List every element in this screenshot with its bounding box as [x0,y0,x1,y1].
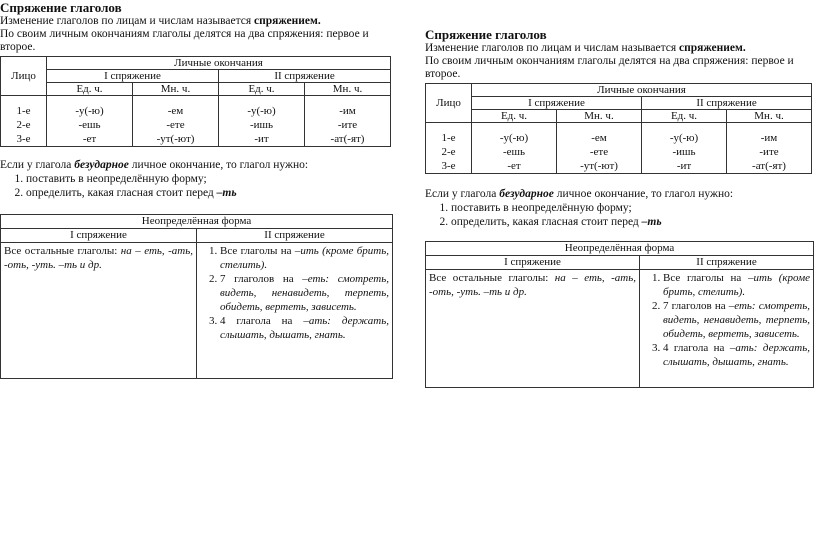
plur-header: Мн. ч. [305,83,391,96]
table-row [426,145,812,159]
list-item [663,299,810,341]
condition-prefix: Если у глагола [0,159,75,171]
conj1-header: I спряжение [47,70,219,83]
infinitive-table [425,241,814,388]
condition-prefix: Если у глагола [425,188,500,200]
ending-cell: -ет [472,159,557,174]
item-examples: –ить (кроме брить, стелить). [220,245,389,271]
person-cell: 3-е [426,159,472,174]
condition-text [0,159,394,172]
item-text: 7 глаголов на [663,300,729,312]
table-row [1,132,391,147]
intro-line-2: По своим личным окончаниям глаголы делятся на два спряжения: первое и второе. [425,55,794,80]
list-item [663,271,810,299]
page-title: Спряжение глаголов [425,27,547,42]
step-text: поставить в неопределённую форму; [26,173,207,185]
ending-cell: -ешь [472,145,557,159]
condition-steps [425,201,813,229]
intro-line-2: По своим личным окончаниям глаголы делятся на два спряжения: первое и второе. [0,28,369,53]
ending-cell: -у(-ю) [642,131,727,145]
ending-cell: -ет [47,132,133,147]
condition-text [425,188,813,201]
left-document [0,0,394,379]
ending-cell: -ешь [47,118,133,132]
plur-header: Мн. ч. [557,110,642,123]
conj2-header: II спряжение [642,97,812,110]
intro-text: Изменение глаголов по лицам и числам называется [425,42,680,54]
conj1-cell [1,243,197,379]
step-ending: –ть [216,187,237,199]
conj2-cell [640,270,814,388]
item-examples: –еть: смотреть, видеть, ненавидеть, терпеть, обидеть, вертеть, зависеть. [663,300,810,340]
condition-suffix: личное окончание, то глагол нужно: [128,159,309,171]
ending-cell: -ит [642,159,727,174]
conj1-header: I спряжение [426,256,640,270]
sing-header: Ед. ч. [642,110,727,123]
conj1-endings: на – еть, -ать, -оть, -уть. –ть и др. [429,272,636,298]
ending-cell: -у(-ю) [472,131,557,145]
list-item [26,172,394,186]
infinitive-caption: Неопределённая форма [1,215,393,229]
item-text: 4 глагола на [663,342,730,354]
list-item [220,314,389,342]
ending-cell: -ишь [642,145,727,159]
ending-cell: -ем [557,131,642,145]
ending-cell: -у(-ю) [47,104,133,118]
intro-line-1 [0,15,394,28]
condition-suffix: личное окончание, то глагол нужно: [553,188,734,200]
item-examples: –ать: держать, слышать, дышать, гнать. [220,315,389,341]
item-text: 7 глаголов на [220,273,303,285]
ending-cell: -им [305,104,391,118]
plur-header: Мн. ч. [133,83,219,96]
item-text: 4 глагола на [220,315,304,327]
condition-block [425,188,813,229]
conj2-header: II спряжение [640,256,814,270]
plur-header: Мн. ч. [727,110,812,123]
conj2-header: II спряжение [219,70,391,83]
person-header: Лицо [1,57,47,96]
conj1-text: Все остальные глаголы: [429,272,555,284]
conj1-endings: на – еть, -ать, -оть, -уть. –ть и др. [4,245,193,271]
table-row [426,131,812,145]
endings-table [425,83,812,174]
list-item [220,272,389,314]
ending-cell: -ит [219,132,305,147]
ending-cell: -ут(-ют) [557,159,642,174]
conj1-cell [426,270,640,388]
intro-term: спряжением. [254,15,321,27]
infinitive-caption: Неопределённая форма [426,242,814,256]
table-row [426,159,812,174]
intro [425,42,813,81]
condition-term: безударное [74,159,129,171]
ending-cell: -ат(-ят) [305,132,391,147]
person-cell: 1-е [426,131,472,145]
intro-line-1 [425,42,813,55]
conj2-list [643,271,810,369]
condition-block [0,159,394,200]
item-text: Все глаголы на [663,272,749,284]
person-header: Лицо [426,84,472,123]
step-text: поставить в неопределённую форму; [451,202,632,214]
conj2-list [200,244,389,342]
intro [0,15,394,54]
list-item [220,244,389,272]
step-text: определить, какая гласная стоит перед [26,187,217,199]
conj1-text: Все остальные глаголы: [4,245,121,257]
item-text: Все глаголы на [220,245,295,257]
conj1-header: I спряжение [1,229,197,243]
ending-cell: -ете [557,145,642,159]
item-examples: –ить (кроме брить, стелить). [663,272,810,298]
page-title: Спряжение глаголов [0,0,122,15]
intro-term: спряжением. [679,42,746,54]
conj2-cell [197,243,393,379]
ending-cell: -им [727,131,812,145]
conj2-header: II спряжение [197,229,393,243]
person-cell: 2-е [426,145,472,159]
ending-cell: -ем [133,104,219,118]
step-ending: –ть [641,216,662,228]
ending-cell: -ут(-ют) [133,132,219,147]
table-row [1,118,391,132]
person-cell: 2-е [1,118,47,132]
list-item [663,341,810,369]
condition-steps [0,172,394,200]
sing-header: Ед. ч. [47,83,133,96]
ending-cell: -ишь [219,118,305,132]
person-cell: 1-е [1,104,47,118]
step-text: определить, какая гласная стоит перед [451,216,642,228]
endings-caption: Личные окончания [47,57,391,70]
infinitive-table [0,214,393,379]
ending-cell: -ите [305,118,391,132]
right-document [425,27,813,388]
endings-table [0,56,391,147]
list-item [451,215,813,229]
endings-caption: Личные окончания [472,84,812,97]
ending-cell: -ете [133,118,219,132]
list-item [451,201,813,215]
condition-term: безударное [499,188,554,200]
item-examples: –ать: держать, слышать, дышать, гнать. [663,342,810,368]
ending-cell: -у(-ю) [219,104,305,118]
sing-header: Ед. ч. [472,110,557,123]
ending-cell: -ат(-ят) [727,159,812,174]
table-row [1,104,391,118]
intro-text: Изменение глаголов по лицам и числам называется [0,15,255,27]
item-examples: –еть: смотреть, видеть, ненавидеть, терпеть, обидеть, вертеть, зависеть. [220,273,389,313]
conj1-header: I спряжение [472,97,642,110]
sing-header: Ед. ч. [219,83,305,96]
person-cell: 3-е [1,132,47,147]
list-item [26,186,394,200]
ending-cell: -ите [727,145,812,159]
